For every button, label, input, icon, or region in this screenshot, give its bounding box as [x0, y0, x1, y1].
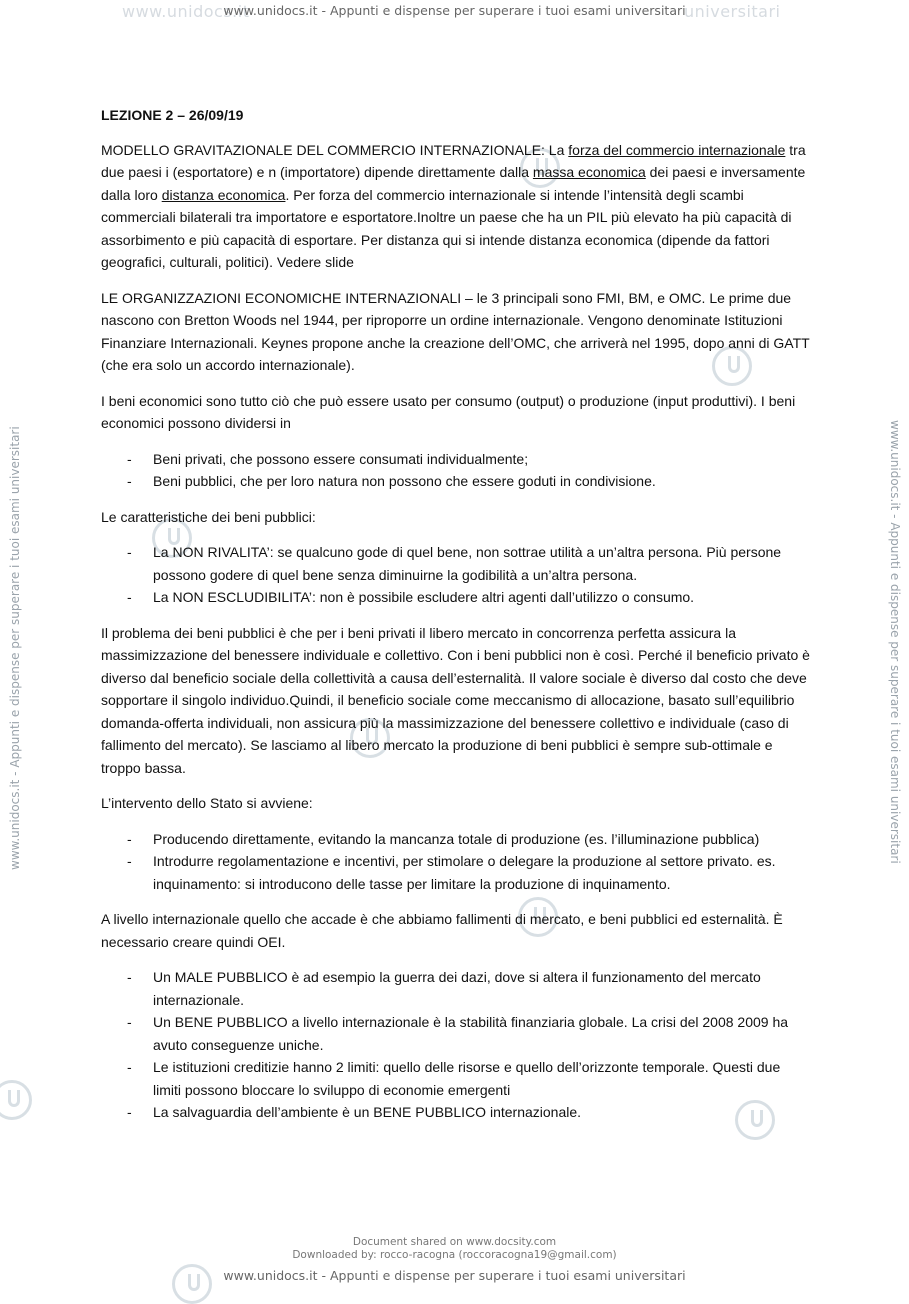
paragraph-economic-goods: I beni economici sono tutto ciò che può essere usato per consumo (output) o produzione (input produttivi). I beni economici possono dividersi in	[101, 392, 796, 431]
list-item: - La NON ESCLUDIBILITA’: non è possibile escludere altri agenti dall’utilizzo o consumo.	[101, 586, 811, 609]
underlined-term: distanza economica	[161, 186, 286, 203]
underlined-term: forza del commercio internazionale	[568, 141, 786, 158]
paragraph-organizations: LE ORGANIZZAZIONI ECONOMICHE INTERNAZIONALI – le 3 principali sono FMI, BM, e OMC. Le prime due nascono con Bretton Woods nel 1944, per riproporre un ordine internazionale. Vengono denominate Istituzioni Finanziare Internazionali. Keynes propone anche la creazione dell’OMC, che arriverà nel 1995, dopo anni di GATT (che era solo un accordo internazionale).	[101, 289, 810, 373]
list-state-intervention	[101, 828, 811, 896]
list-item: - Le istituzioni creditizie hanno 2 limiti: quello delle risorse e quello dell’orizzonte temporale. Questi due limiti possono bloccare lo sviluppo di economie emergenti	[101, 1056, 811, 1101]
list-characteristics	[101, 541, 811, 609]
list-item: - Beni pubblici, che per loro natura non possono che essere goduti in condivisione.	[101, 470, 811, 493]
paragraph-gravity-model	[101, 139, 811, 274]
underlined-term: massa economica	[532, 164, 646, 180]
lesson-heading: LEZIONE 2 – 26/09/19	[101, 107, 244, 123]
paragraph-international-level: A livello internazionale quello che accade è che abbiamo fallimenti di mercato, e beni pubblici ed esternalità. È necessario creare quindi OEI.	[101, 911, 783, 950]
watermark-ghost-text: www.unidocs.it	[122, 2, 250, 21]
watermark-side-left: www.unidocs.it - Appunti e dispense per superare i tuoi esami universitari	[8, 426, 22, 870]
list-international	[101, 966, 811, 1124]
text-run: MODELLO GRAVITAZIONALE DEL COMMERCIO INTERNAZIONALE: La	[101, 141, 569, 158]
list-item: - Introdurre regolamentazione e incentivi, per stimolare o delegare la produzione al settore privato. es. inquinamento: si introducono delle tasse per limitare la produzione di inquinamento.	[101, 850, 811, 895]
watermark-bottom: www.unidocs.it - Appunti e dispense per superare i tuoi esami universitari	[223, 1268, 686, 1283]
paragraph-state-intervention: L’intervento dello Stato si avviene:	[101, 795, 313, 811]
watermark-ghost-text: universitari	[684, 2, 781, 21]
footer-downloaded-line: Downloaded by: rocco-racogna (roccoracogna19@gmail.com)	[292, 1249, 617, 1261]
watermark-top: www.unidocs.it - Appunti e dispense per superare i tuoi esami universitari	[223, 3, 686, 18]
text-run: tra due paesi i (esportatore) e n (importatore) dipende direttamente dalla	[101, 141, 806, 180]
list-item: - Un MALE PUBBLICO è ad esempio la guerra dei dazi, dove si altera il funzionamento del mercato internazionale.	[101, 966, 811, 1011]
watermark-logo-icon	[0, 1080, 32, 1120]
list-item: - Un BENE PUBBLICO a livello internazionale è la stabilità finanziaria globale. La crisi del 2008 2009 ha avuto conseguenze uniche.	[101, 1011, 811, 1056]
list-goods-types	[101, 448, 811, 493]
list-item: - Beni privati, che possono essere consumati individualmente;	[101, 448, 811, 471]
paragraph-public-goods-problem: Il problema dei beni pubblici è che per i beni privati il libero mercato in concorrenza perfetta assicura la massimizzazione del benessere individuale e collettivo. Con i beni pubblici non è così. Perché il beneficio privato è diverso dal beneficio sociale della collettività a causa dell’esternalità. Il valore sociale è diverso dal costo che deve sopportare il singolo individuo.Quindi, il beneficio sociale come meccanismo di allocazione, basato sull’equilibrio domanda-offerta individuali, non assicura più la massimizzazione del benessere collettivo e individuale (caso di fallimento del mercato). Se lasciamo al libero mercato la produzione di beni pubblici è sempre sub-ottimale e troppo bassa.	[101, 624, 810, 776]
footer	[0, 1236, 909, 1262]
list-item: - La NON RIVALITA’: se qualcuno gode di quel bene, non sottrae utilità a un’altra persona. Più persone possono godere di quel bene senza diminuirne la godibilità a un’altra persona.	[101, 541, 811, 586]
document-body	[101, 104, 811, 1137]
list-item: - La salvaguardia dell’ambiente è un BENE PUBBLICO internazionale.	[101, 1101, 811, 1124]
paragraph-characteristics: Le caratteristiche dei beni pubblici:	[101, 508, 316, 525]
footer-shared-line: Document shared on www.docsity.com	[352, 1236, 557, 1248]
list-item: - Producendo direttamente, evitando la mancanza totale di produzione (es. l’illuminazione pubblica)	[101, 828, 811, 851]
text-run: dei paesi e inversamente dalla loro	[101, 164, 806, 203]
text-run: . Per forza del commercio internazionale si intende l’intensità degli scambi commerciali bilaterali tra importatore e esportatore.Inoltre un paese che ha un PIL più elevato ha più capacità di assorbimento e più capacità di esportare. Per distanza qui si intende distanza economica (dipende da fattori geografici, culturali, politici). Vedere slide	[101, 186, 792, 270]
watermark-side-right: www.unidocs.it - Appunti e dispense per superare i tuoi esami universitari	[888, 420, 902, 864]
